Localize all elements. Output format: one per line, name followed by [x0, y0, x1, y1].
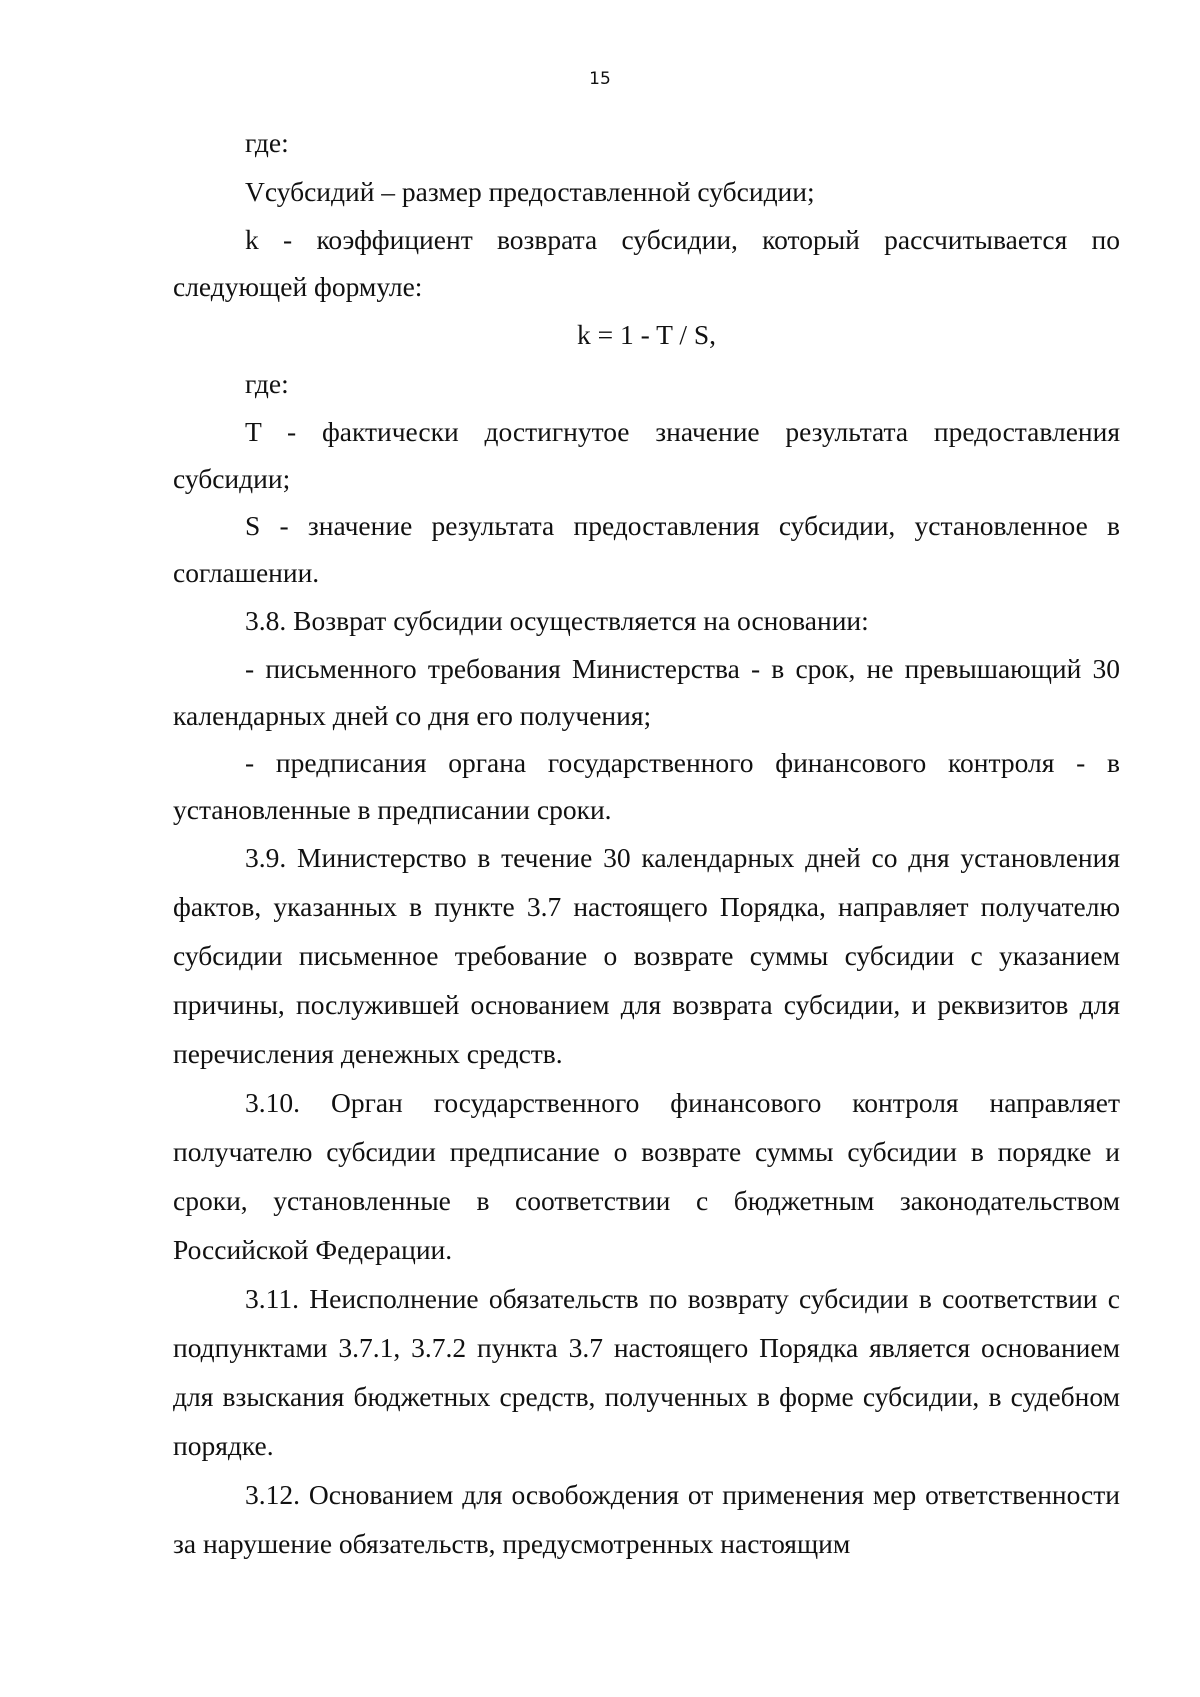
paragraph-3-8: 3.8. Возврат субсидии осуществляется на основании: [245, 605, 869, 636]
document-body [173, 118, 1120, 1568]
paragraph-s-definition: S - значение результата предоставления субсидии, установленное в соглашении. [173, 510, 1120, 588]
paragraph-3-10: 3.10. Орган государственного финансового контроля направляет получателю субсидии предписание о возврате суммы субсидии в порядке и сроки, установленные в соответствии с бюджетным законодательством Российской Федерации. [173, 1087, 1120, 1265]
paragraph-3-9: 3.9. Министерство в течение 30 календарных дней со дня установления фактов, указанных в пункте 3.7 настоящего Порядка, направляет получателю субсидии письменное требование о возврате суммы субсидии с указанием причины, послужившей основанием для возврата субсидии, и реквизитов для перечисления денежных средств. [173, 842, 1120, 1069]
paragraph-financial-control-order: - предписания органа государственного финансового контроля - в установленные в предписании сроки. [173, 747, 1120, 825]
paragraph-ministry-requirement: - письменного требования Министерства - в срок, не превышающий 30 календарных дней со дня его получения; [173, 653, 1120, 731]
page-number: 15 [589, 69, 611, 89]
paragraph-t-definition: T - фактически достигнутое значение результата предоставления субсидии; [173, 416, 1120, 494]
paragraph-3-11: 3.11. Неисполнение обязательств по возврату субсидии в соответствии с подпунктами 3.7.1, 3.7.2 пункта 3.7 настоящего Порядка является основанием для взыскания бюджетных средств, полученных в форме субсидии, в судебном порядке. [173, 1283, 1120, 1461]
paragraph-where-2: где: [245, 368, 289, 399]
paragraph-vsubsidy-definition: Vсубсидий – размер предоставленной субсидии; [245, 176, 815, 207]
formula-k: k = 1 - T / S, [576, 319, 717, 350]
paragraph-k-definition: k - коэффициент возврата субсидии, который рассчитывается по следующей формуле: [173, 224, 1120, 302]
paragraph-3-12: 3.12. Основанием для освобождения от применения мер ответственности за нарушение обязательств, предусмотренных настоящим [173, 1479, 1120, 1559]
paragraph-where-1: где: [245, 127, 289, 158]
